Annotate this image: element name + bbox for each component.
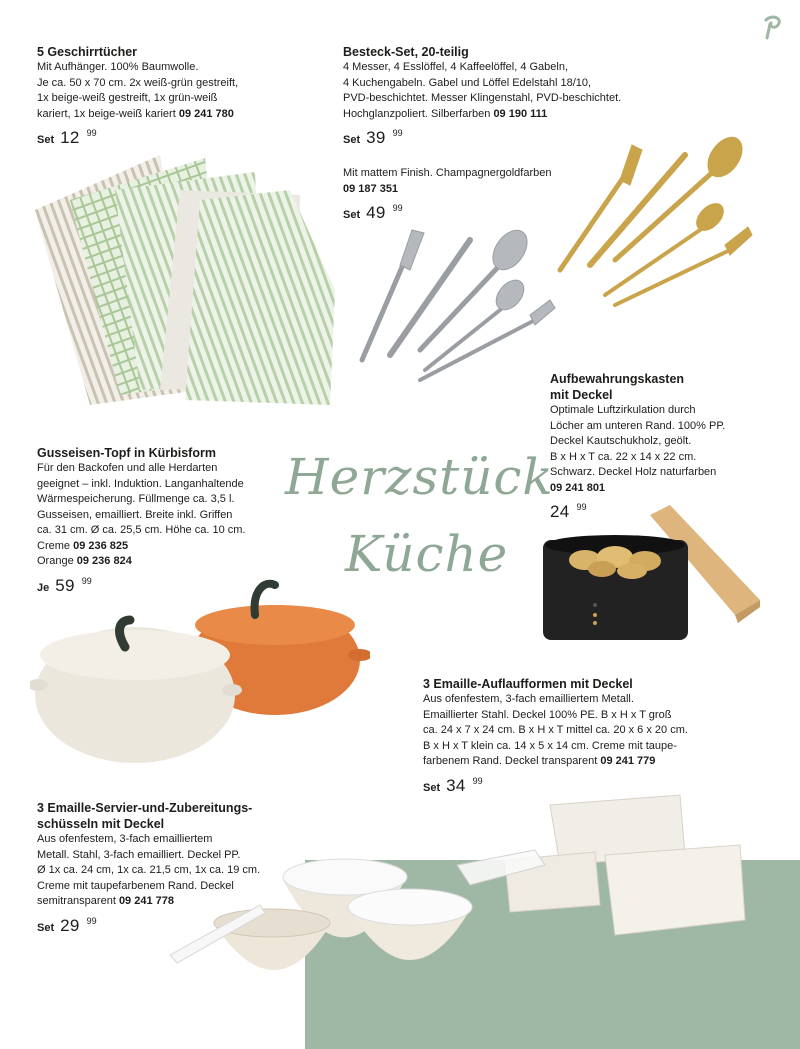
price-cents: 99 <box>576 502 587 512</box>
article-number: 09 241 801 <box>550 481 606 494</box>
towels-image <box>30 150 340 415</box>
price-unit: Set <box>37 134 55 146</box>
product-baking <box>423 676 783 796</box>
price-amount: 12 <box>60 128 80 147</box>
price-amount: 39 <box>366 128 386 147</box>
product-desc-line: Aus ofenfestem, 3-fach emailliertem Metall. <box>423 693 634 705</box>
article-number: 09 241 779 <box>600 755 656 767</box>
price-cents: 99 <box>81 575 92 586</box>
storage-box-image <box>540 505 765 650</box>
variant-line <box>37 539 297 555</box>
headline-line2: Küche <box>345 525 509 583</box>
product-desc-line: Ø 1x ca. 24 cm, 1x ca. 21,5 cm, 1x ca. 19 cm. <box>37 864 261 876</box>
product-desc-line: Wärmespeicherung. Füllmenge ca. 3,5 l. <box>37 493 235 505</box>
product-desc-line: 4 Kuchengabeln. Gabel und Löffel Edelstahl 18/10, <box>343 76 592 89</box>
product-desc-line: Aus ofenfestem, 3-fach emailliertem <box>37 833 213 845</box>
price-amount: 24 <box>550 502 570 521</box>
price-cents: 99 <box>472 775 483 786</box>
baking-dishes-image <box>455 790 755 950</box>
product-desc-line: Emaillierter Stahl. Deckel 100% PE. B x H x T groß <box>423 708 672 721</box>
product-title: Besteck-Set, 20-teilig <box>343 45 469 59</box>
article-number: 09 236 825 <box>73 539 129 552</box>
price-cents: 99 <box>86 915 97 926</box>
product-desc-line: Mit Aufhänger. 100% Baumwolle. <box>37 61 199 73</box>
product-desc-line: Deckel Kautschukholz, geölt. <box>550 435 692 447</box>
product-desc-line <box>343 107 673 123</box>
price-unit: Set <box>423 781 441 794</box>
product-storage <box>550 371 790 522</box>
product-pot <box>37 445 297 596</box>
product-desc-line: B x H x T ca. 22 x 14 x 22 cm. <box>550 450 697 463</box>
price-tag <box>37 128 317 148</box>
product-desc-line: B x H x T klein ca. 14 x 5 x 14 cm. Creme mit taupe- <box>423 739 677 752</box>
pumpkin-pots-image <box>30 575 370 770</box>
price-cents: 99 <box>86 128 97 138</box>
product-desc-line: Je ca. 50 x 70 cm. 2x weiß-grün gestreift, <box>37 76 239 89</box>
product-desc-text: kariert, 1x beige-weiß kariert <box>37 107 176 120</box>
product-desc-line: Optimale Luftzirkulation durch <box>550 404 696 416</box>
price-cents: 99 <box>392 203 403 213</box>
price-amount: 59 <box>55 575 75 595</box>
product-desc-line: geeignet – inkl. Induktion. Langanhaltende <box>37 477 244 490</box>
product-title-line: mit Deckel <box>550 388 613 402</box>
price-cents: 99 <box>392 128 403 138</box>
variant-label: Creme <box>37 539 71 552</box>
bowls-image <box>165 845 475 1000</box>
product-desc-text: Hochglanzpoliert. Silberfarben <box>343 107 491 120</box>
product-desc-line: ca. 31 cm. Ø ca. 25,5 cm. Höhe ca. 10 cm. <box>37 524 246 536</box>
gold-cutlery-image <box>550 135 760 310</box>
product-title: 3 Emaille-Auflaufformen mit Deckel <box>423 677 633 691</box>
price-unit: Set <box>343 134 361 146</box>
product-desc-line: Metall. Stahl, 3-fach emailliert. Deckel PP. <box>37 848 241 861</box>
brand-logo <box>757 12 787 42</box>
price-unit: Set <box>343 209 361 221</box>
price-amount: 49 <box>366 203 386 222</box>
silver-cutlery-image <box>350 225 560 390</box>
product-desc-line: Schwarz. Deckel Holz naturfarben <box>550 466 717 478</box>
variant-line <box>37 554 297 570</box>
article-number: 09 241 780 <box>178 107 234 120</box>
product-desc-line: Creme mit taupefarbenem Rand. Deckel <box>37 879 234 892</box>
product-desc-line: Löcher am unteren Rand. 100% PP. <box>550 419 726 432</box>
brand-logo-icon <box>757 12 787 42</box>
product-desc-line: Für den Backofen und alle Herdarten <box>37 462 218 474</box>
product-desc-line: 1x beige-weiß gestreift, 1x grün-weiß <box>37 92 218 104</box>
product-title-line: schüsseln mit Deckel <box>37 817 165 831</box>
product-desc-line <box>423 754 783 770</box>
product-desc-line <box>37 107 317 123</box>
product-title: Gusseisen-Topf in Kürbisform <box>37 446 216 460</box>
variant-desc: Mit mattem Finish. Champagnergoldfarben <box>343 167 552 179</box>
product-title: 5 Geschirrtücher <box>37 45 138 59</box>
price-amount: 29 <box>60 915 80 935</box>
product-desc-line: 4 Messer, 4 Esslöffel, 4 Kaffeelöffel, 4 Gabeln, <box>343 61 569 73</box>
variant-label: Orange <box>37 555 74 567</box>
article-number: 09 236 824 <box>76 555 132 567</box>
product-desc-line: Gusseisen, emailliert. Breite inkl. Griffen <box>37 508 233 521</box>
product-desc-line: ca. 24 x 7 x 24 cm. B x H x T mittel ca. 20 x 6 x 20 cm. <box>423 724 688 736</box>
product-title-line: Aufbewahrungskasten <box>550 372 685 386</box>
headline-line1: Herzstück <box>285 448 554 506</box>
article-number: 09 190 111 <box>493 107 548 120</box>
article-number: 09 241 778 <box>118 895 174 907</box>
product-desc-text: farbenem Rand. Deckel transparent <box>423 755 598 767</box>
product-desc-line: PVD-beschichtet. Messer Klingenstahl, PVD-beschichtet. <box>343 92 622 104</box>
price-amount: 34 <box>446 775 466 795</box>
product-desc-text: semitransparent <box>37 895 116 907</box>
product-towels <box>37 44 317 148</box>
price-unit: Set <box>37 921 55 934</box>
price-unit: Je <box>37 581 50 594</box>
product-title-line: 3 Emaille-Servier-und-Zubereitungs- <box>37 801 253 815</box>
variant-article-number: 09 187 351 <box>343 182 399 195</box>
